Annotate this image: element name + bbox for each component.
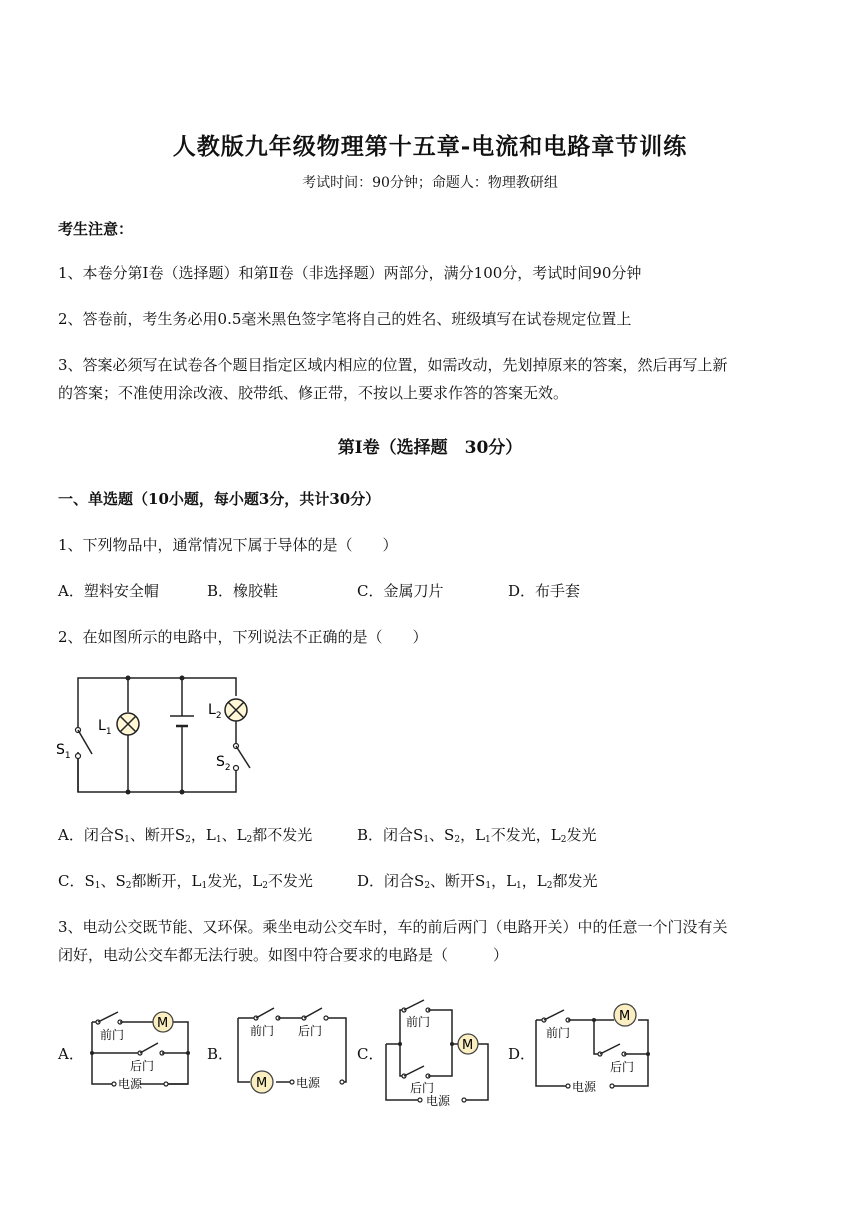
q1-stem: 1、下列物品中，通常情况下属于导体的是（ ）	[58, 536, 398, 554]
text: 发光，L	[207, 872, 263, 890]
q1-option-a[interactable]: A．塑料安全帽	[58, 582, 159, 600]
subscript: 2	[454, 835, 461, 845]
q2-option-c[interactable]	[58, 870, 313, 891]
text: 、L	[221, 826, 247, 844]
q2-option-b[interactable]	[357, 824, 596, 845]
subscript: 2	[546, 881, 553, 891]
text: D．闭合S	[357, 872, 425, 890]
q3-circuit-c	[380, 990, 498, 1110]
q1-option-c[interactable]: C．金属刀片	[357, 582, 444, 600]
front-door-label: 前门	[546, 1026, 571, 1040]
text: 、断开S	[430, 872, 486, 890]
text: 、S	[429, 826, 455, 844]
power-label: 电源	[426, 1094, 451, 1108]
section-title: 第Ⅰ卷（选择题 30分）	[337, 438, 523, 458]
text: 都不发光	[252, 826, 313, 844]
subscript: 2	[125, 881, 132, 891]
motor-label: M	[256, 1076, 268, 1091]
motor-label: M	[462, 1038, 474, 1053]
q3-option-b[interactable]: B．	[207, 1045, 234, 1063]
notice-item-1: 1、本卷分第Ⅰ卷（选择题）和第Ⅱ卷（非选择题）两部分，满分100分，考试时间90分钟	[58, 264, 642, 282]
front-door-label: 前门	[250, 1024, 275, 1038]
text: ，L	[190, 826, 216, 844]
q3-circuit-d	[530, 998, 658, 1098]
subscript: 2	[262, 881, 268, 891]
q3-option-c[interactable]: C．	[357, 1045, 384, 1063]
rear-door-label: 后门	[130, 1059, 155, 1073]
exam-info: 考试时间：90分钟；命题人：物理教研组	[302, 175, 558, 191]
subscript: 1	[423, 835, 430, 845]
s1-label: $S_1$	[56, 742, 71, 761]
q3-circuit-b	[232, 998, 354, 1094]
text: ，L	[521, 872, 547, 890]
notice-item-3-line-2: 的答案；不准使用涂改液、胶带纸、修正带，不按以上要求作答的答案无效。	[58, 384, 569, 402]
text: ，L	[491, 872, 517, 890]
power-label: 电源	[296, 1076, 321, 1090]
q3-option-a[interactable]: A．	[58, 1045, 84, 1063]
text: 都发光	[552, 872, 598, 890]
subscript: 1	[124, 835, 130, 845]
q3-circuit-a	[84, 998, 200, 1092]
s2-label: $S_2$	[216, 754, 231, 773]
power-label: 电源	[118, 1077, 143, 1091]
front-door-label: 前门	[100, 1028, 125, 1042]
text: ，L	[460, 826, 486, 844]
subscript: 1	[485, 835, 491, 845]
text: 都断开，L	[131, 872, 202, 890]
text: 发光	[566, 826, 597, 844]
subscript: 2	[424, 881, 431, 891]
text: 不发光	[267, 872, 313, 890]
text: C．S	[58, 872, 95, 890]
q2-option-d[interactable]	[357, 870, 597, 891]
motor-label: M	[619, 1009, 631, 1024]
part-heading: 一、单选题（10小题，每小题3分，共计30分）	[58, 490, 381, 508]
subscript: 2	[246, 835, 253, 845]
q3-option-d[interactable]: D．	[508, 1045, 536, 1063]
notice-item-3-line-1: 3、答案必须写在试卷各个题目指定区域内相应的位置，如需改动，先划掉原来的答案，然后再写上新	[58, 356, 728, 374]
subscript: 1	[94, 881, 101, 891]
rear-door-label: 后门	[298, 1024, 323, 1038]
l2-label: $L_2$	[208, 702, 222, 721]
subscript: 2	[560, 835, 567, 845]
q3-stem-line-2: 闭好，电动公交车都无法行驶。如图中符合要求的电路是（ ）	[58, 946, 509, 964]
rear-door-label: 后门	[410, 1081, 435, 1095]
subscript: 1	[516, 881, 522, 891]
q2-stem: 2、在如图所示的电路中，下列说法不正确的是（ ）	[58, 628, 428, 646]
q3-stem-line-1: 3、电动公交既节能、又环保。乘坐电动公交车时，车的前后两门（电路开关）中的任意一个门没有关	[58, 918, 728, 936]
l1-label: $L_1$	[98, 718, 112, 737]
text: 不发光，L	[490, 826, 561, 844]
q1-option-d[interactable]: D．布手套	[508, 582, 581, 600]
page-title: 人教版九年级物理第十五章-电流和电路章节训练	[172, 133, 688, 160]
text: B．闭合S	[357, 826, 424, 844]
subscript: 2	[185, 835, 191, 845]
notice-heading: 考生注意：	[58, 220, 134, 238]
power-label: 电源	[572, 1080, 597, 1094]
subscript: 1	[485, 881, 492, 891]
front-door-label: 前门	[406, 1015, 431, 1029]
text: 、S	[100, 872, 126, 890]
q2-option-a[interactable]	[58, 824, 312, 845]
subscript: 1	[201, 881, 208, 891]
subscript: 1	[215, 835, 222, 845]
text: 、断开S	[129, 826, 186, 844]
notice-item-2: 2、答卷前，考生务必用0.5毫米黑色签字笔将自己的姓名、班级填写在试卷规定位置上	[58, 310, 632, 328]
rear-door-label: 后门	[610, 1060, 635, 1074]
q1-option-b[interactable]: B．橡胶鞋	[207, 582, 279, 600]
text: A．闭合S	[58, 826, 125, 844]
q2-circuit-diagram	[50, 660, 270, 810]
motor-label: M	[157, 1016, 169, 1031]
